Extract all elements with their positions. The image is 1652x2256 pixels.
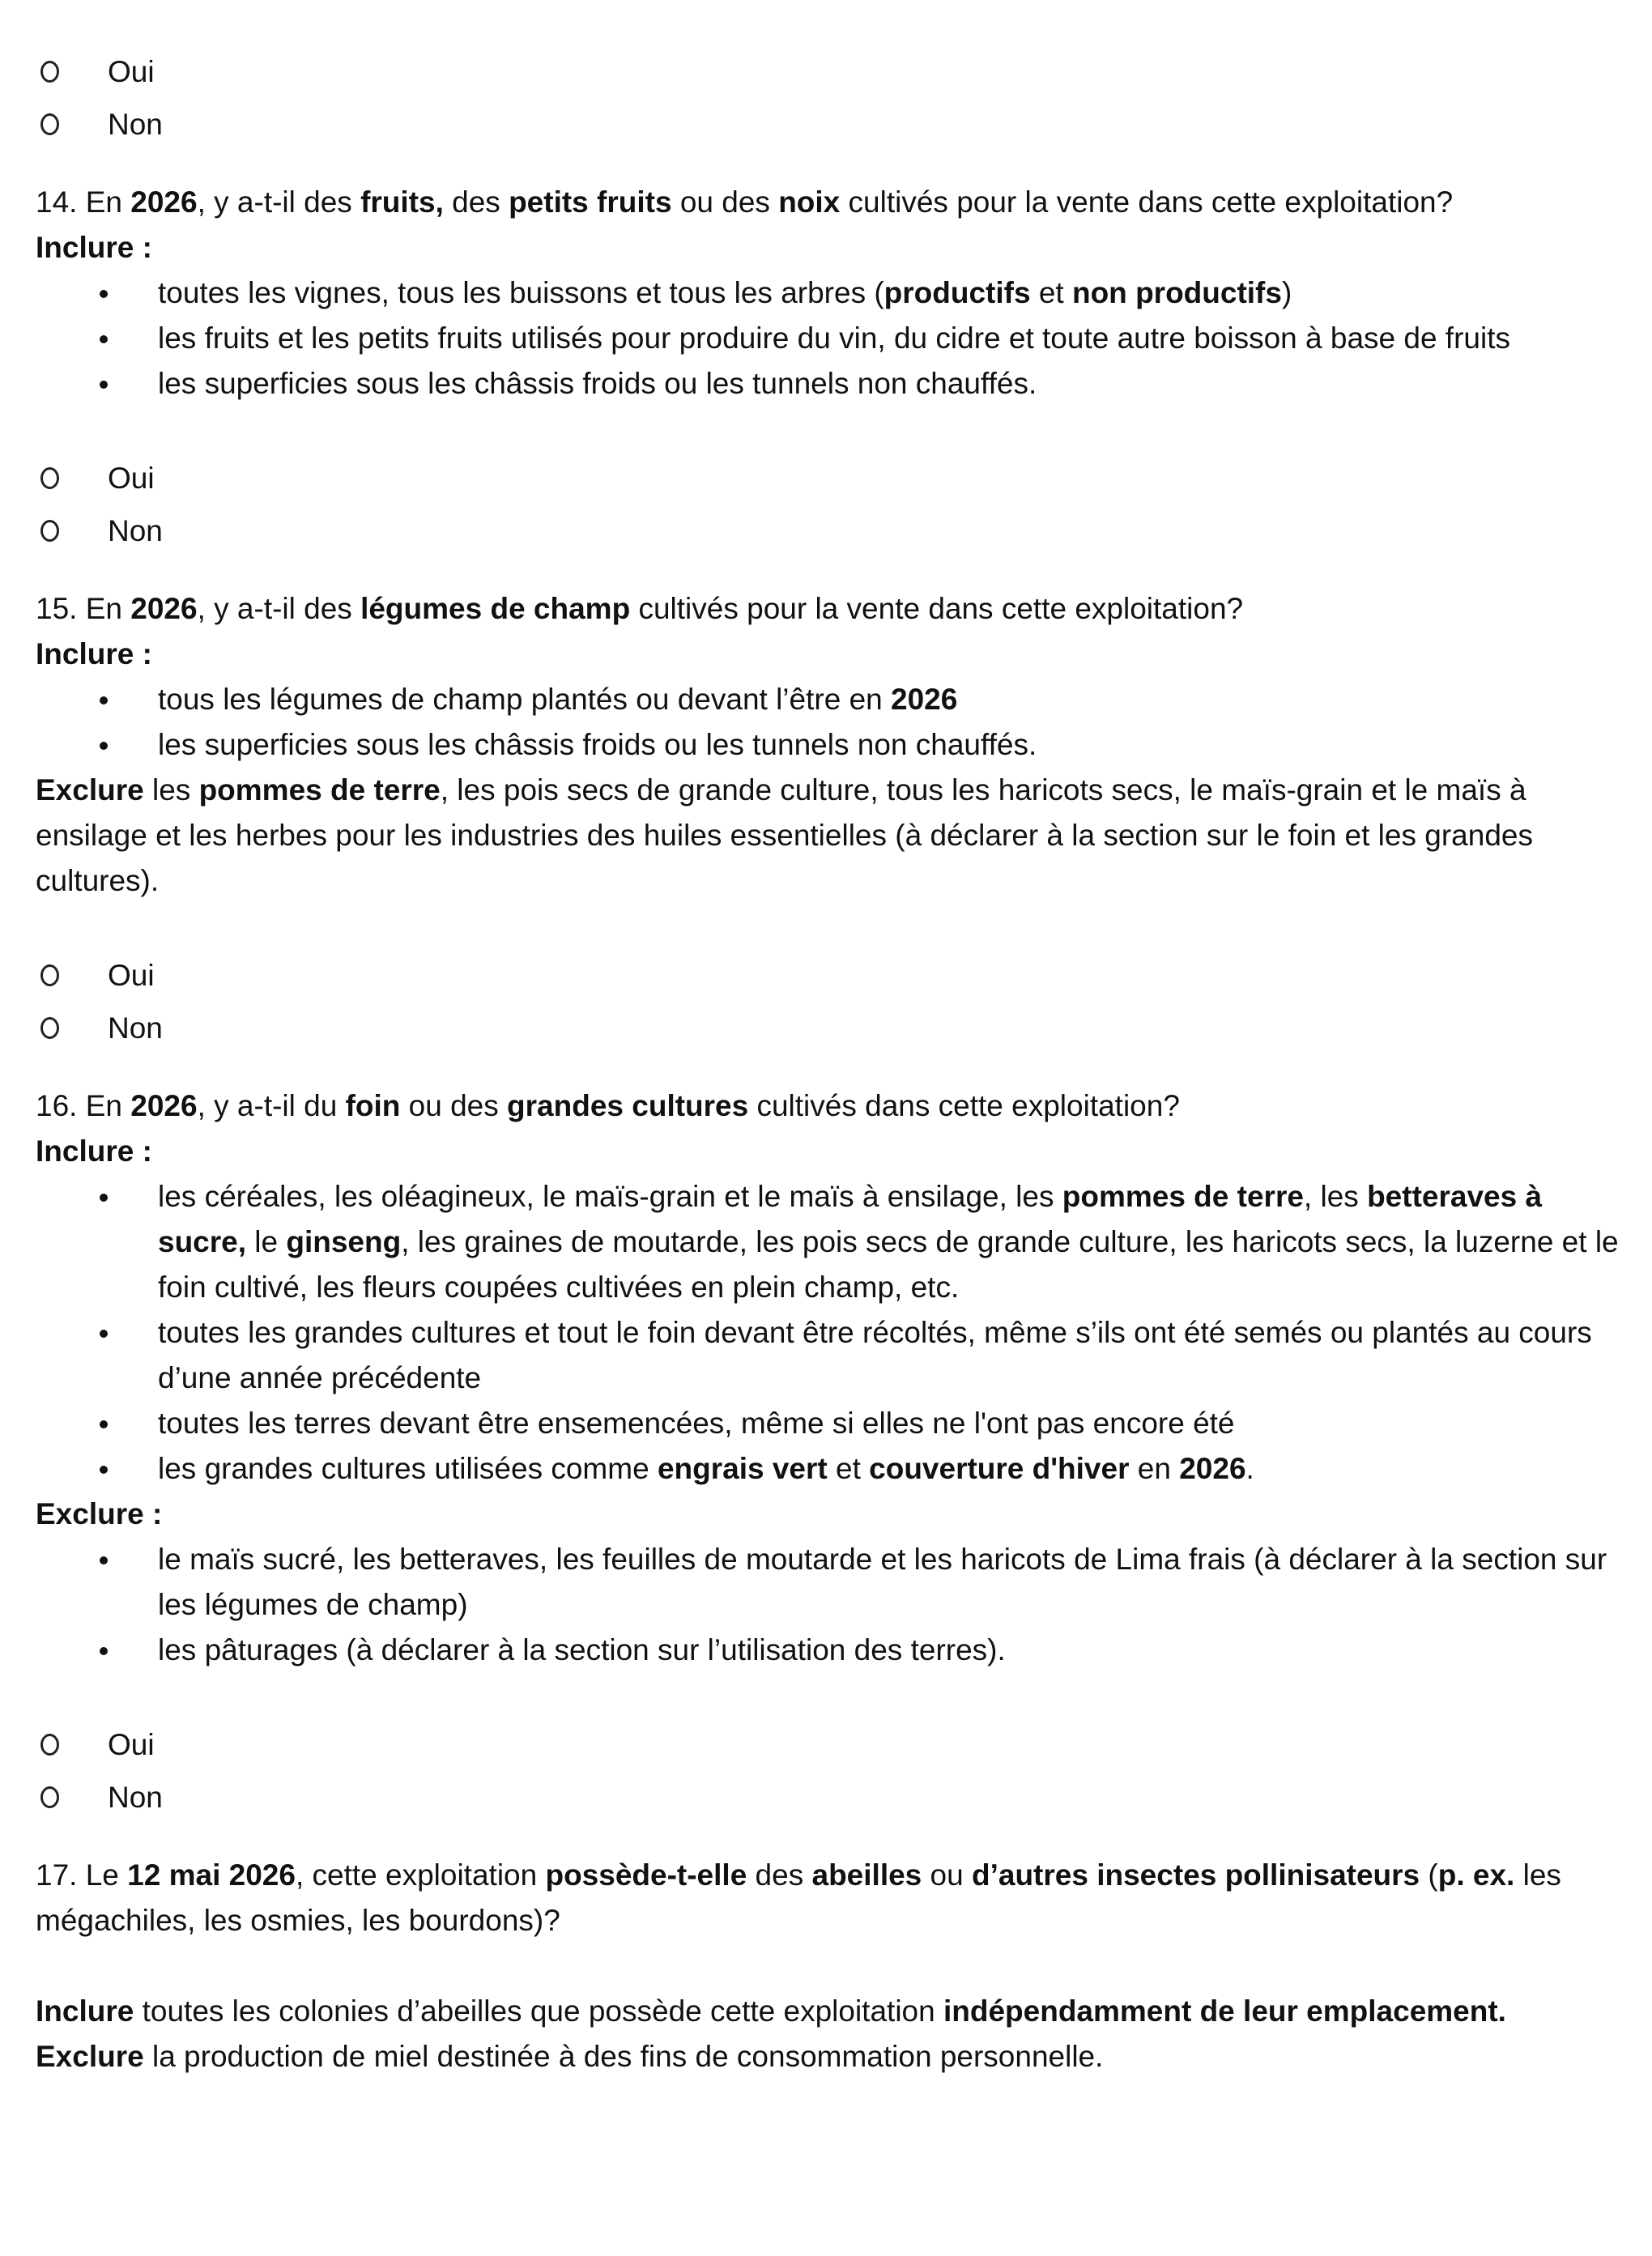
bold-text: 2026 <box>1179 1452 1246 1485</box>
text-run: ou <box>922 1858 972 1892</box>
bold-text: 12 mai 2026 <box>127 1858 296 1892</box>
question-body <box>130 592 1243 625</box>
text-run: les pâturages (à déclarer à la section sur l’utilisation des terres). <box>158 1633 1006 1666</box>
text-run: les mégachiles, les osmies, les bourdons)? <box>36 1858 1561 1937</box>
option-label: Non <box>108 1011 163 1045</box>
bullet-item <box>36 361 1620 407</box>
exclude-label: Exclure : <box>36 1497 163 1530</box>
question-text <box>36 1083 1620 1129</box>
q14-yes-option[interactable] <box>36 452 1620 504</box>
text-run: toutes les grandes cultures et tout le foin devant être récoltés, même s’ils ont été semés ou plantés au cours d’une année précédente <box>158 1316 1592 1394</box>
text-run: cultivés dans cette exploitation? <box>748 1089 1180 1122</box>
question-body <box>130 185 1453 219</box>
bold-text: Exclure <box>36 2040 144 2073</box>
text-run: , les graines de moutarde, les pois secs de grande culture, les haricots secs, la luzerne et le foin cultivé, les fleurs coupées cultivées en plein champ, etc. <box>158 1225 1619 1304</box>
include-label: Inclure : <box>36 231 152 264</box>
text-run: les superficies sous les châssis froids ou les tunnels non chauffés. <box>158 367 1037 400</box>
text-run: la production de miel destinée à des fins de consommation personnelle. <box>143 2040 1104 2073</box>
q16-no-option[interactable] <box>36 1771 1620 1824</box>
bullet-item <box>36 1628 1620 1673</box>
radio-circle-icon[interactable] <box>40 520 59 542</box>
q13-options <box>36 45 1620 151</box>
text-run: les céréales, les oléagineux, le maïs-grain et le maïs à ensilage, les <box>158 1180 1062 1213</box>
question-17 <box>36 1853 1620 2079</box>
include-list <box>36 270 1620 407</box>
text-run: les superficies sous les châssis froids ou les tunnels non chauffés. <box>158 728 1037 761</box>
text-run: cultivés pour la vente dans cette exploitation? <box>840 185 1454 219</box>
question-text <box>36 180 1620 225</box>
include-list <box>36 1174 1620 1492</box>
text-run: , y a-t-il des <box>197 592 361 625</box>
text-run: , cette exploitation <box>295 1858 546 1892</box>
text-run: , y a-t-il des <box>197 185 361 219</box>
question-body <box>130 1089 1180 1122</box>
bold-text: pommes de terre <box>1062 1180 1304 1213</box>
radio-circle-icon[interactable] <box>40 113 59 135</box>
text-run: , les <box>1303 1180 1368 1213</box>
include-list <box>36 677 1620 768</box>
radio-circle-icon[interactable] <box>40 1017 59 1039</box>
option-label: Non <box>108 1780 163 1814</box>
text-run: toutes les colonies d’abeilles que possède cette exploitation <box>134 1994 943 2028</box>
question-16 <box>36 1083 1620 1824</box>
text-run: ( <box>1420 1858 1438 1892</box>
bold-text: foin <box>345 1089 401 1122</box>
radio-circle-icon[interactable] <box>40 964 59 986</box>
include-label: Inclure : <box>36 637 152 670</box>
bold-text: 2026 <box>130 1089 198 1122</box>
radio-circle-icon[interactable] <box>40 61 59 83</box>
exclude-list <box>36 1537 1620 1673</box>
text-run: ou des <box>671 185 779 219</box>
include-paragraph <box>36 1989 1620 2034</box>
text-run: des <box>443 185 509 219</box>
option-label: Non <box>108 107 163 141</box>
bold-text: non productifs <box>1071 276 1282 309</box>
bullet-item <box>36 1310 1620 1401</box>
radio-circle-icon[interactable] <box>40 1734 59 1756</box>
q15-yes-option[interactable] <box>36 949 1620 1002</box>
question-text <box>36 586 1620 632</box>
bold-text: indépendamment de leur emplacement. <box>943 1994 1506 2028</box>
bullet-item <box>36 1401 1620 1446</box>
bold-text: grandes cultures <box>507 1089 749 1122</box>
text-run: le maïs sucré, les betteraves, les feuilles de moutarde et les haricots de Lima frais (à déclarer à la section sur les légumes de champ) <box>158 1543 1607 1621</box>
text-run: , y a-t-il du <box>197 1089 346 1122</box>
option-label: Oui <box>108 461 155 495</box>
bullet-item <box>36 270 1620 316</box>
bold-text: 2026 <box>130 185 198 219</box>
bold-text: possède-t-elle <box>545 1858 747 1892</box>
text-run: ) <box>1281 276 1292 309</box>
text-run: et <box>827 1452 870 1485</box>
exclude-paragraph <box>36 2034 1620 2079</box>
text-run: en <box>1129 1452 1180 1485</box>
text-run: , les pois secs de grande culture, tous les haricots secs, le maïs-grain et le maïs à ensilage et les herbes pour les industries des huiles essentielles (à déclarer à la section sur le foin et les grandes cultures). <box>36 773 1533 897</box>
bold-text: noix <box>778 185 841 219</box>
q15-no-option[interactable] <box>36 1002 1620 1054</box>
bold-text: productifs <box>883 276 1031 309</box>
q16-yes-option[interactable] <box>36 1718 1620 1771</box>
question-text <box>36 1853 1620 1943</box>
include-label: Inclure : <box>36 1134 152 1168</box>
q14-no-option[interactable] <box>36 504 1620 557</box>
question-number: 17. Le <box>36 1858 128 1892</box>
bullet-item <box>36 677 1620 722</box>
bold-text: pommes de terre <box>198 773 441 807</box>
bullet-item <box>36 722 1620 768</box>
option-label: Oui <box>108 54 155 88</box>
bold-text: Exclure <box>36 773 144 807</box>
bold-text: p. ex. <box>1437 1858 1515 1892</box>
bullet-item <box>36 316 1620 361</box>
bold-text: betteraves à sucre, <box>158 1180 1543 1258</box>
question-number: 16. En <box>36 1089 131 1122</box>
radio-circle-icon[interactable] <box>40 1786 59 1808</box>
text-run: les grandes cultures utilisées comme <box>158 1452 658 1485</box>
text-run: ou des <box>400 1089 508 1122</box>
bullet-item <box>36 1446 1620 1492</box>
question-number: 14. En <box>36 185 131 219</box>
bold-text: fruits, <box>360 185 444 219</box>
text-run: tous les légumes de champ plantés ou devant l’être en <box>158 683 892 716</box>
option-label: Oui <box>108 958 155 992</box>
bold-text: ginseng <box>286 1225 402 1258</box>
question-14 <box>36 180 1620 557</box>
bold-text: petits fruits <box>509 185 672 219</box>
bold-text: légumes de champ <box>360 592 631 625</box>
radio-circle-icon[interactable] <box>40 467 59 489</box>
question-body <box>36 1858 1561 1937</box>
q13-no-option[interactable] <box>36 98 1620 151</box>
bold-text: d’autres insectes pollinisateurs <box>971 1858 1420 1892</box>
bold-text: engrais vert <box>657 1452 828 1485</box>
option-label: Oui <box>108 1727 155 1761</box>
bullet-item <box>36 1174 1620 1310</box>
q13-yes-option[interactable] <box>36 45 1620 98</box>
text-run: cultivés pour la vente dans cette exploitation? <box>630 592 1244 625</box>
text-run: . <box>1245 1452 1254 1485</box>
bold-text: 2026 <box>130 592 198 625</box>
bullet-item <box>36 1537 1620 1628</box>
bold-text: 2026 <box>891 683 958 716</box>
question-15 <box>36 586 1620 1054</box>
text-run: les fruits et les petits fruits utilisés pour produire du vin, du cidre et toute autre boisson à base de fruits <box>158 321 1510 355</box>
text-run: le <box>246 1225 287 1258</box>
text-run: toutes les vignes, tous les buissons et tous les arbres ( <box>158 276 884 309</box>
text-run: les <box>143 773 199 807</box>
text-run: et <box>1030 276 1072 309</box>
option-label: Non <box>108 513 163 547</box>
bold-text: Inclure <box>36 1994 134 2028</box>
bold-text: abeilles <box>811 1858 922 1892</box>
bold-text: couverture d'hiver <box>869 1452 1130 1485</box>
text-run: toutes les terres devant être ensemencées, même si elles ne l'ont pas encore été <box>158 1407 1235 1440</box>
exclude-paragraph <box>36 768 1620 904</box>
text-run: des <box>747 1858 812 1892</box>
question-number: 15. En <box>36 592 131 625</box>
